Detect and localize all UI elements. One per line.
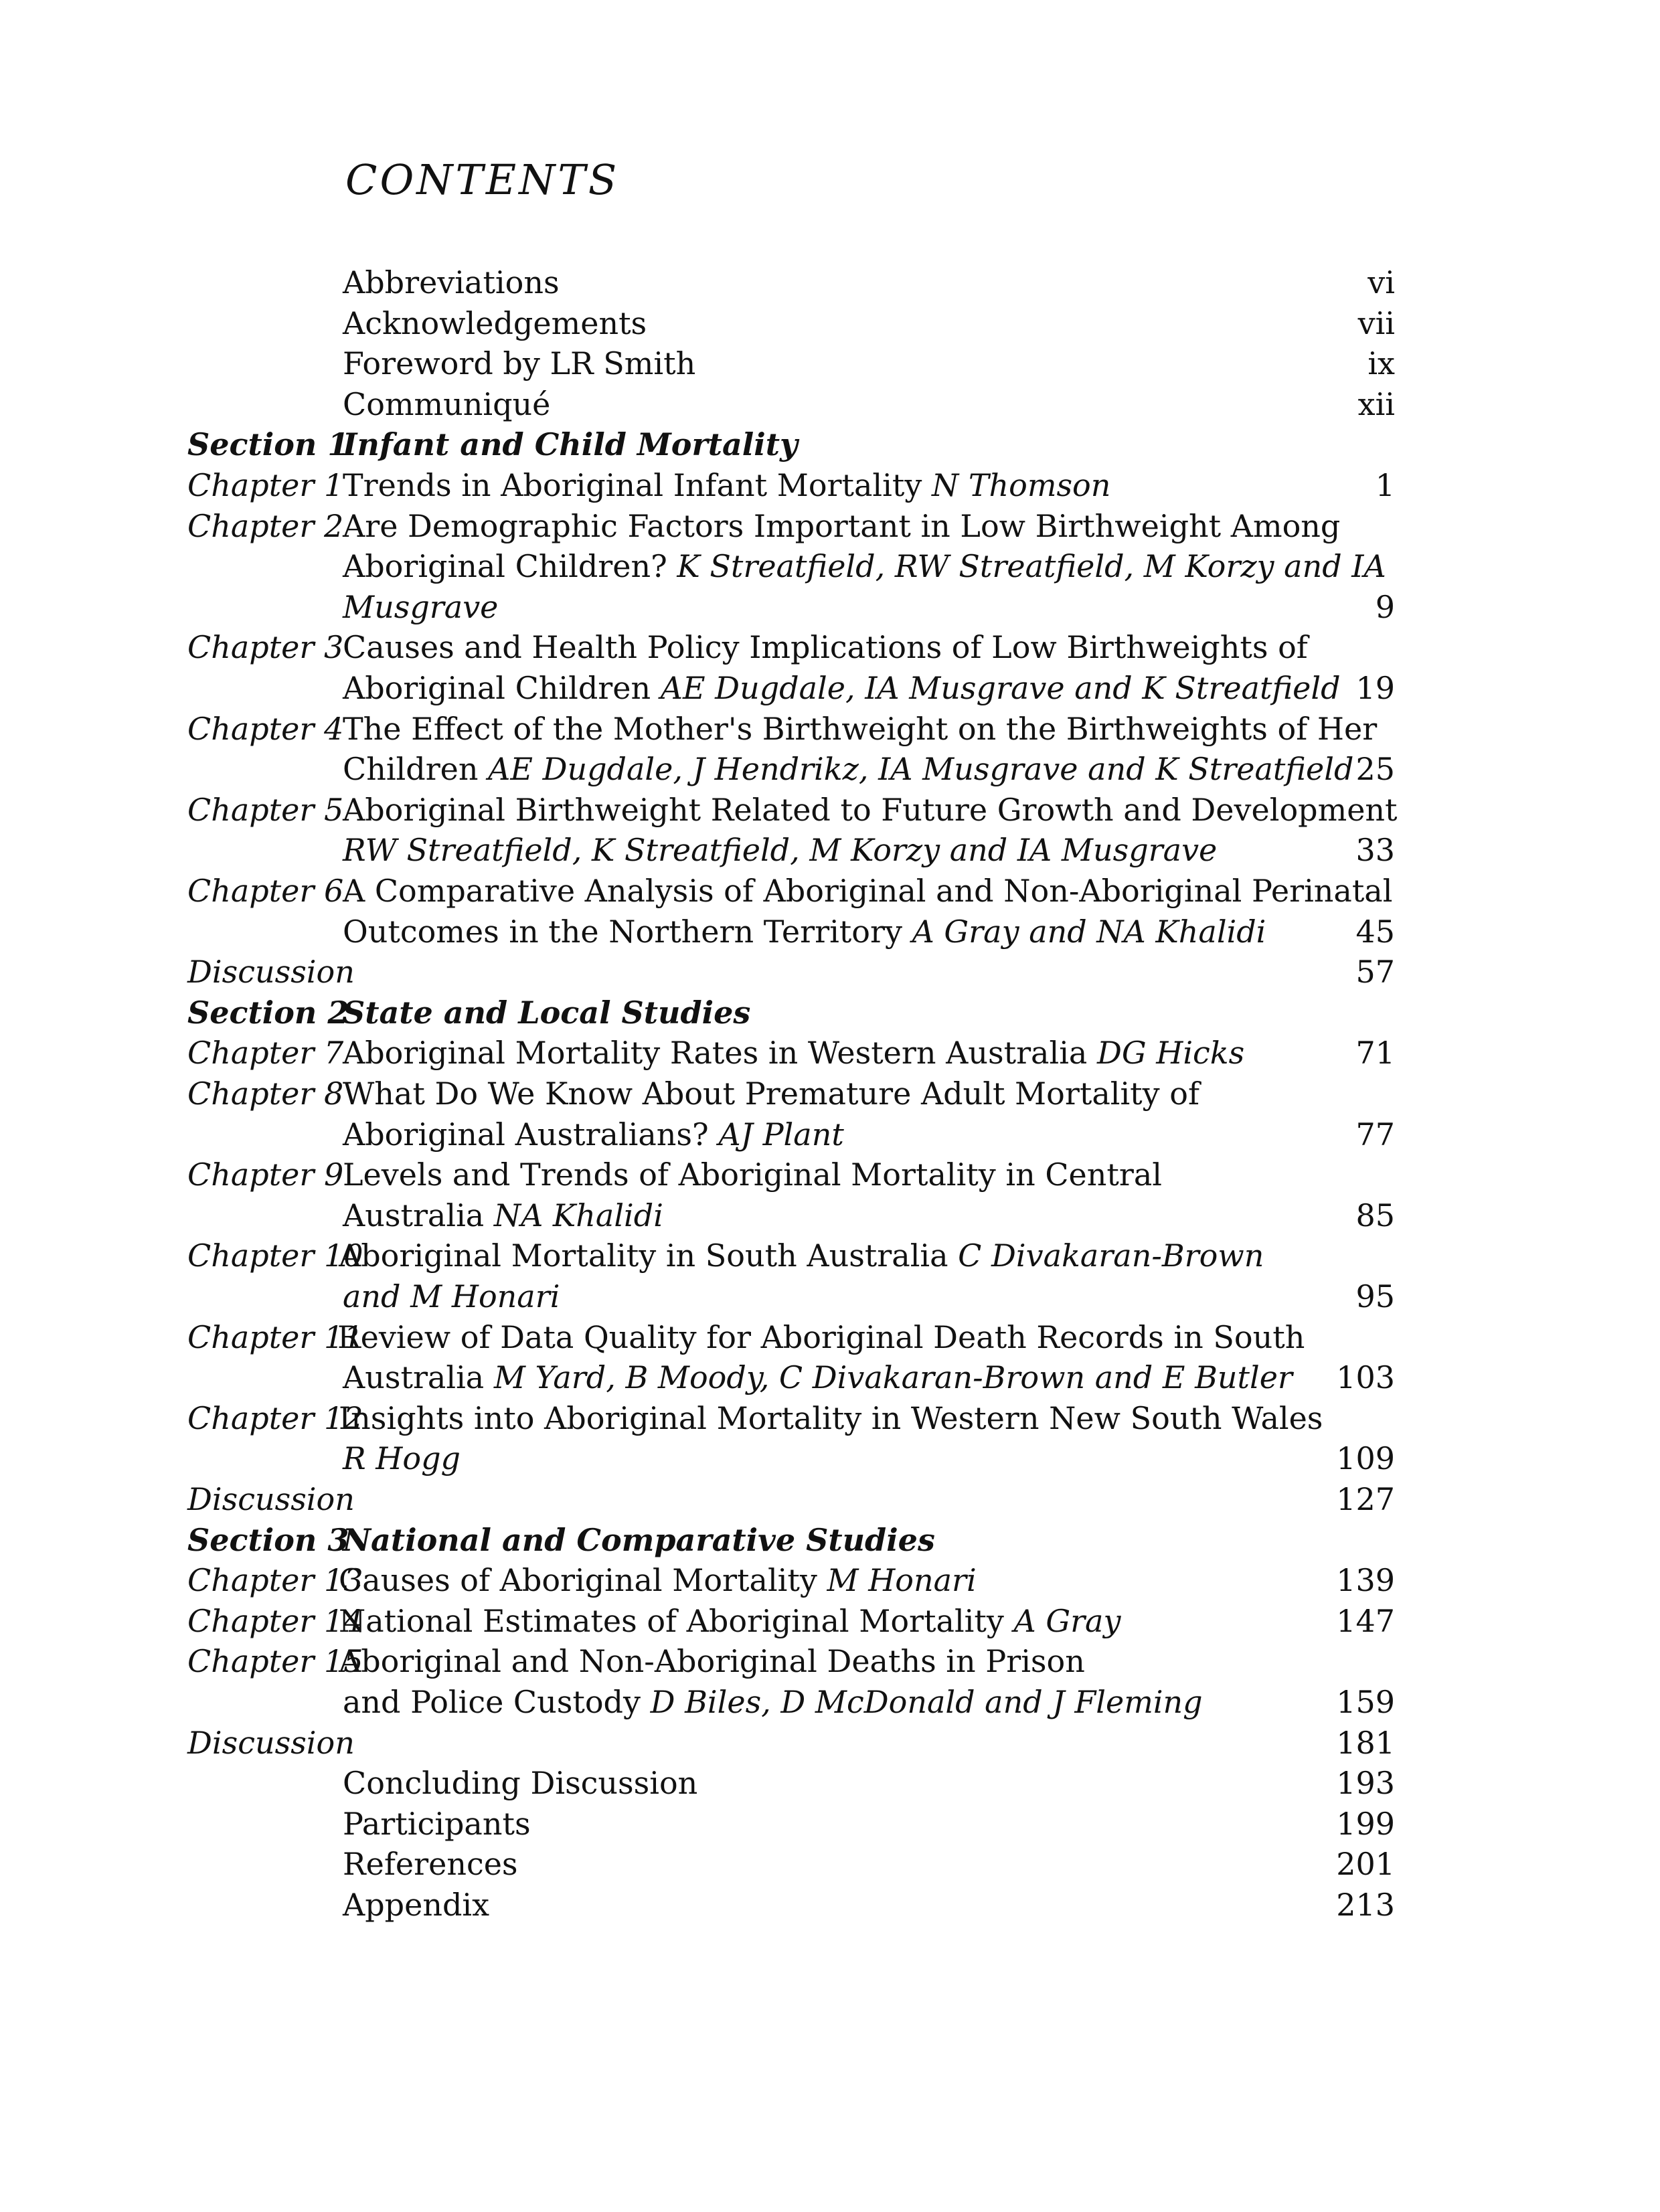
- page-number: 77: [1355, 1116, 1395, 1153]
- entry-title: [343, 303, 647, 343]
- toc-line: [0, 384, 1660, 424]
- entry-text: Aboriginal Children: [343, 670, 661, 706]
- page-number: 33: [1355, 832, 1395, 868]
- entry-text: The Effect of the Mother's Birthweight on the Birthweights of Her: [343, 711, 1378, 747]
- entry-author: AE Dugdale, IA Musgrave and K Streatfield: [660, 670, 1341, 706]
- entry-title: [343, 1804, 531, 1844]
- entry-text: Appendix: [343, 1887, 490, 1923]
- entry-title: [343, 1844, 518, 1884]
- entry-text: Causes of Aboriginal Mortality: [339, 1562, 827, 1598]
- chapter-label: Chapter 8: [187, 1076, 344, 1112]
- page-number: 159: [1336, 1684, 1395, 1720]
- chapter-label: Chapter 13: [187, 1562, 363, 1598]
- entry-text: Australia: [343, 1359, 494, 1395]
- page-number: 71: [1355, 1035, 1395, 1071]
- entry-title: [343, 668, 1341, 708]
- entry-author: DG Hicks: [1096, 1035, 1245, 1071]
- entry-text: Communiqué: [343, 386, 551, 422]
- entry-title: [343, 1763, 697, 1803]
- entry-title: [339, 1236, 1264, 1276]
- entry-title: [343, 587, 498, 627]
- toc-line: [0, 1195, 1660, 1236]
- page-number: 45: [1355, 914, 1395, 950]
- page-number: 57: [1355, 954, 1395, 990]
- toc-line: [0, 993, 1660, 1033]
- chapter-label: Chapter 11: [187, 1319, 363, 1355]
- page-number: 139: [1336, 1562, 1395, 1598]
- section-title: [343, 993, 750, 1033]
- entry-title: [343, 1276, 560, 1316]
- entry-text: and Police Custody: [343, 1684, 651, 1720]
- toc-line: [0, 1682, 1660, 1722]
- entry-title: [343, 506, 1340, 546]
- entry-text: National Estimates of Aboriginal Mortality: [339, 1603, 1014, 1639]
- section-title: [343, 1520, 935, 1560]
- toc-line: [0, 1520, 1660, 1560]
- chapter-label: Chapter 1: [187, 467, 344, 503]
- entry-author: NA Khalidi: [493, 1197, 663, 1233]
- chapter-label: Chapter 2: [187, 508, 344, 544]
- entry-text: Aboriginal Mortality Rates in Western Australia: [343, 1035, 1097, 1071]
- page-number: vii: [1357, 305, 1395, 341]
- page-number: 201: [1336, 1846, 1395, 1882]
- toc-line: [0, 790, 1660, 830]
- entry-author: D Biles, D McDonald and J Fleming: [650, 1684, 1203, 1720]
- entry-text: National and Comparative Studies: [343, 1522, 935, 1558]
- toc-line: [0, 1885, 1660, 1925]
- toc-line: [0, 465, 1660, 505]
- page-title: CONTENTS: [345, 155, 620, 204]
- chapter-label: Chapter 15: [187, 1643, 363, 1679]
- entry-title: [343, 912, 1266, 952]
- toc-line: [0, 1438, 1660, 1478]
- toc-line: [0, 1479, 1660, 1519]
- entry-text: References: [343, 1846, 518, 1882]
- chapter-label: Chapter 10: [187, 1238, 363, 1274]
- entry-text: Insights into Aboriginal Mortality in Western New South Wales: [339, 1400, 1323, 1436]
- entry-author: M Yard, B Moody, C Divakaran-Brown and E Butler: [493, 1359, 1293, 1395]
- chapter-label: Chapter 14: [187, 1603, 363, 1639]
- discussion-label: Discussion: [187, 1481, 355, 1517]
- toc-line: [0, 1804, 1660, 1844]
- entry-text: Aboriginal Children?: [343, 548, 677, 584]
- entry-text: Trends in Aboriginal Infant Mortality: [343, 467, 932, 503]
- toc-line: [0, 1317, 1660, 1357]
- page-number: 103: [1336, 1359, 1395, 1395]
- toc-line: [0, 303, 1660, 343]
- toc-line: [0, 830, 1660, 870]
- entry-text: Review of Data Quality for Aboriginal Death Records in South: [337, 1319, 1305, 1355]
- entry-text: Infant and Child Mortality: [343, 426, 798, 462]
- toc-line: [0, 1074, 1660, 1114]
- entry-author: Musgrave: [343, 589, 499, 625]
- entry-title: [339, 1398, 1323, 1438]
- page-number: vi: [1367, 264, 1395, 301]
- entry-title: [343, 343, 695, 384]
- toc-line: [0, 1601, 1660, 1641]
- entry-title: [343, 1033, 1244, 1073]
- entry-title: [343, 627, 1308, 667]
- entry-title: [339, 1641, 1085, 1681]
- entry-text: Children: [343, 751, 489, 787]
- page-number: 19: [1355, 670, 1395, 706]
- entry-author: AJ Plant: [718, 1116, 844, 1153]
- chapter-label: Chapter 9: [187, 1157, 344, 1193]
- toc-line: [0, 668, 1660, 708]
- entry-title: [343, 1682, 1203, 1722]
- toc-line: [0, 871, 1660, 911]
- entry-text: Are Demographic Factors Important in Low Birthweight Among: [343, 508, 1341, 544]
- entry-title: [343, 709, 1377, 749]
- chapter-label: Chapter 6: [187, 873, 344, 909]
- entry-title: [343, 1885, 489, 1925]
- entry-text: Participants: [343, 1806, 531, 1842]
- chapter-label: Chapter 12: [187, 1400, 363, 1436]
- toc-line: [0, 1033, 1660, 1073]
- chapter-label: Chapter 3: [187, 629, 344, 665]
- entry-text: What Do We Know About Premature Adult Mortality of: [343, 1076, 1199, 1112]
- entry-title: [343, 790, 1398, 830]
- entry-title: [343, 465, 1110, 505]
- entry-author: AE Dugdale, J Hendrikz, IA Musgrave and K Streatfield: [488, 751, 1354, 787]
- entry-author: C Divakaran-Brown: [958, 1238, 1264, 1274]
- entry-text: Outcomes in the Northern Territory: [343, 914, 912, 950]
- toc-line: [0, 506, 1660, 546]
- toc-line: [0, 709, 1660, 749]
- page-number: 9: [1375, 589, 1395, 625]
- toc-line: [0, 1114, 1660, 1155]
- discussion-label: Discussion: [187, 954, 355, 990]
- page-number: 1: [1375, 467, 1395, 503]
- entry-author: RW Streatfield, K Streatfield, M Korzy and IA Musgrave: [343, 832, 1218, 868]
- entry-text: Concluding Discussion: [343, 1765, 698, 1801]
- section-title: [343, 424, 798, 464]
- toc-line: [0, 1155, 1660, 1195]
- toc-line: [0, 912, 1660, 952]
- toc-line: [0, 546, 1660, 586]
- toc-line: [0, 262, 1660, 303]
- page-number: 95: [1355, 1278, 1395, 1314]
- toc-line: [0, 1560, 1660, 1600]
- entry-title: [343, 384, 550, 424]
- entry-title: [343, 1114, 844, 1155]
- page-number: 25: [1355, 751, 1395, 787]
- entry-text: Abbreviations: [343, 264, 560, 301]
- entry-title: [343, 1155, 1162, 1195]
- toc-line: [0, 424, 1660, 464]
- page-number: 147: [1336, 1603, 1395, 1639]
- entry-author: M Honari: [827, 1562, 977, 1598]
- entry-author: K Streatfield, RW Streatfield, M Korzy and IA: [677, 548, 1386, 584]
- page-number: 181: [1336, 1725, 1395, 1761]
- page-number: ix: [1367, 345, 1395, 381]
- toc-line: [0, 1398, 1660, 1438]
- entry-title: [343, 1438, 461, 1478]
- entry-author: and M Honari: [343, 1278, 560, 1314]
- page-number: 193: [1336, 1765, 1395, 1801]
- entry-text: Foreword by LR Smith: [343, 345, 696, 381]
- chapter-label: Chapter 5: [187, 792, 344, 828]
- section-label: Section 2: [187, 995, 349, 1031]
- entry-text: A Comparative Analysis of Aboriginal and Non-Aboriginal Perinatal: [343, 873, 1393, 909]
- entry-author: A Gray and NA Khalidi: [912, 914, 1266, 950]
- page-number: 85: [1355, 1197, 1395, 1233]
- toc-line: [0, 627, 1660, 667]
- entry-author: R Hogg: [343, 1440, 461, 1476]
- discussion-label: Discussion: [187, 1725, 355, 1761]
- chapter-label: Chapter 7: [187, 1035, 344, 1071]
- entry-title: [337, 1317, 1305, 1357]
- entry-text: Aboriginal Mortality in South Australia: [339, 1238, 959, 1274]
- entry-title: [339, 1560, 977, 1600]
- page-number: 127: [1336, 1481, 1395, 1517]
- entry-text: Aboriginal Birthweight Related to Future Growth and Development: [343, 792, 1398, 828]
- entry-text: State and Local Studies: [343, 995, 751, 1031]
- toc-line: [0, 1844, 1660, 1884]
- entry-text: Aboriginal and Non-Aboriginal Deaths in Prison: [339, 1643, 1085, 1679]
- entry-title: [343, 1357, 1293, 1397]
- entry-title: [343, 830, 1217, 870]
- section-label: Section 3: [187, 1522, 349, 1558]
- page-number: xii: [1357, 386, 1395, 422]
- entry-title: [343, 1074, 1199, 1114]
- toc-line: [0, 1236, 1660, 1276]
- entry-text: Acknowledgements: [343, 305, 647, 341]
- entry-text: Aboriginal Australians?: [343, 1116, 719, 1153]
- page-number: 109: [1336, 1440, 1395, 1476]
- entry-text: Levels and Trends of Aboriginal Mortality in Central: [343, 1157, 1163, 1193]
- toc-line: [0, 1723, 1660, 1763]
- entry-author: A Gray: [1013, 1603, 1121, 1639]
- entry-title: [343, 262, 560, 303]
- entry-text: Causes and Health Policy Implications of Low Birthweights of: [343, 629, 1308, 665]
- entry-title: [343, 871, 1392, 911]
- entry-text: Australia: [343, 1197, 494, 1233]
- toc-line: [0, 749, 1660, 789]
- toc-line: [0, 952, 1660, 992]
- toc-line: [0, 1641, 1660, 1681]
- entry-title: [343, 546, 1386, 586]
- entry-author: N Thomson: [931, 467, 1111, 503]
- page-number: 199: [1336, 1806, 1395, 1842]
- chapter-label: Chapter 4: [187, 711, 344, 747]
- entry-title: [339, 1601, 1120, 1641]
- toc-line: [0, 587, 1660, 627]
- entry-title: [343, 749, 1353, 789]
- page-number: 213: [1336, 1887, 1395, 1923]
- entry-title: [343, 1195, 663, 1236]
- section-label: Section 1: [187, 426, 349, 462]
- toc-line: [0, 343, 1660, 384]
- toc-line: [0, 1276, 1660, 1316]
- toc-line: [0, 1763, 1660, 1803]
- toc-line: [0, 1357, 1660, 1397]
